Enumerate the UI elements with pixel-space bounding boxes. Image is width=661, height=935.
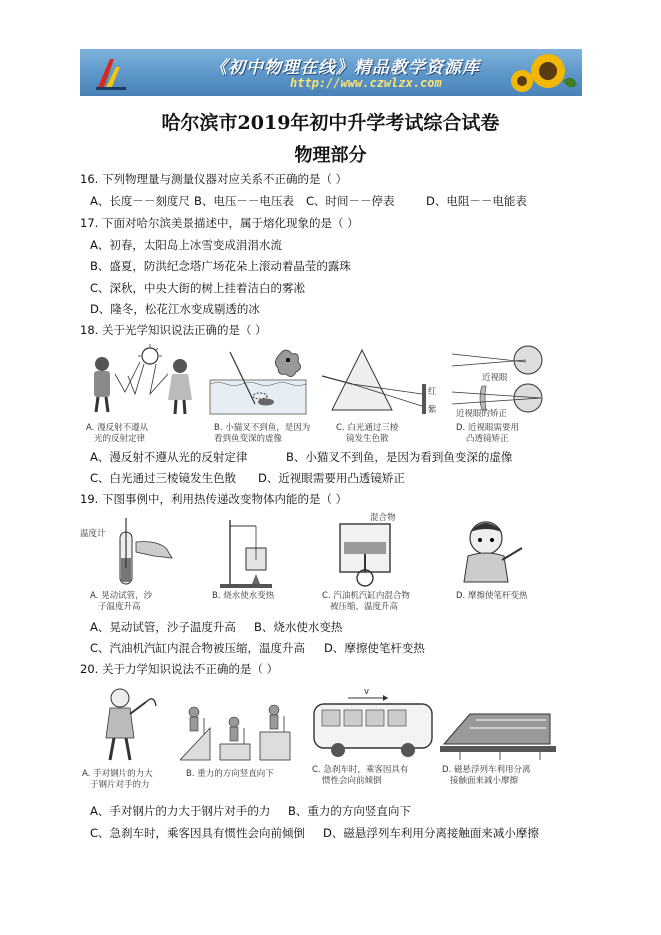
q20-option-b: B、重力的方向竖直向下 — [288, 804, 411, 818]
q19-stem: 19. 下图事例中，利用热传递改变物体内能的是（ ） — [80, 492, 348, 506]
q19-figure-c-label-mixture: 混合物 — [370, 513, 396, 523]
q18-figure-a-caption-1: A. 漫反射不遵从 — [86, 423, 149, 433]
q19-figure-c-caption-1: C. 汽油机汽缸内混合物 — [322, 591, 410, 601]
q20-figure-c-caption-1: C. 急刹车时，乘客因具有 — [312, 765, 409, 775]
q17-stem: 17. 下面对哈尔滨美景描述中，属于熔化现象的是（ ） — [80, 216, 359, 230]
q19-figure-c-caption-2: 被压缩，温度升高 — [330, 602, 399, 612]
q19-option-c: C、汽油机汽缸内混合物被压缩，温度升高 — [90, 641, 306, 655]
q18-figure-b — [200, 344, 320, 444]
q19-figure-d-caption-1: D. 摩擦使笔杆变热 — [456, 591, 528, 601]
q18-option-b: B、小猫叉不到鱼，是因为看到鱼变深的虚像 — [286, 450, 513, 464]
q18-figure-c — [322, 344, 442, 444]
banner-title: 《初中物理在线》精品教学资源库 — [210, 58, 480, 78]
q18-option-a: A、漫反射不遵从光的反射定律 — [90, 450, 248, 464]
q18-figure-c-caption-2: 镜发生色散 — [346, 434, 389, 444]
q18-figure-c-label-red: 红 — [428, 387, 437, 397]
header-banner — [80, 49, 582, 96]
banner-url[interactable]: http://www.czwlzx.com — [290, 76, 442, 90]
q20-option-a: A、手对钢片的力大于钢片对手的力 — [90, 804, 271, 818]
q20-figure-b-caption-1: B. 重力的方向竖直向下 — [186, 769, 274, 779]
q16-stem: 16. 下列物理量与测量仪器对应关系不正确的是（ ） — [80, 172, 348, 186]
q17-option-a: A、初春，太阳岛上冰雪变成涓涓水流 — [90, 238, 282, 252]
q17-option-c: C、深秋，中央大街的树上挂着洁白的雾凇 — [90, 281, 306, 295]
q18-figure-d-caption-1: D. 近视眼需要用 — [456, 423, 519, 433]
q18-figure-b-caption-2: 看到鱼变深的虚像 — [214, 434, 283, 444]
q18-figure-d-caption-2: 凸透镜矫正 — [466, 434, 509, 444]
q20-figure-a-caption-2: 于钢片对手的力 — [90, 780, 150, 790]
q20-stem: 20. 关于力学知识说法不正确的是（ ） — [80, 662, 279, 676]
q18-figure-d-label-myopia: 近视眼 — [482, 373, 508, 383]
q19-figure-c — [310, 512, 440, 612]
q19-figure-b-caption-1: B. 烧水使水变热 — [212, 591, 275, 601]
q18-option-c: C、白光通过三棱镜发生色散 — [90, 471, 237, 485]
q19-figure-d — [442, 512, 562, 612]
section-title: 物理部分 — [294, 145, 367, 166]
q17-option-b: B、盛夏，防洪纪念塔广场花朵上滚动着晶莹的露珠 — [90, 259, 351, 273]
q19-figure-a-caption-2: 子温度升高 — [98, 602, 141, 612]
q20-option-c: C、急刹车时，乘客因具有惯性会向前倾倒 — [90, 826, 306, 840]
q16-option-a: A、长度－－刻度尺 — [90, 194, 190, 208]
q19-option-b: B、烧水使水变热 — [254, 620, 343, 634]
q18-figure-a-caption-2: 光的反射定律 — [94, 434, 146, 444]
q18-figure-c-label-violet: 紫 — [428, 405, 437, 415]
q20-figure-d-caption-2: 接触面来减小摩擦 — [450, 776, 519, 786]
q20-figure-c-caption-2: 惯性会向前倾倒 — [322, 776, 382, 786]
q19-option-d: D、摩擦使笔杆变热 — [324, 641, 425, 655]
page-title: 哈尔滨市2019年初中升学考试综合试卷 — [161, 112, 500, 134]
q16-option-c: C、时间－－停表 — [306, 194, 395, 208]
q18-option-d: D、近视眼需要用凸透镜矫正 — [258, 471, 405, 485]
q20-figure-c — [308, 684, 438, 794]
q18-figure-c-caption-1: C. 白光通过三棱 — [336, 423, 399, 433]
q18-stem: 18. 关于光学知识说法正确的是（ ） — [80, 323, 267, 337]
q20-figure-d — [440, 684, 560, 794]
q20-figure-a — [80, 684, 180, 794]
q16-option-b: B、电压－－电压表 — [194, 194, 294, 208]
q18-figure-b-caption-1: B. 小猫叉不到鱼，是因为 — [214, 423, 311, 433]
q19-figure-a-caption-1: A. 晃动试管，沙 — [90, 591, 153, 601]
q20-figure-b — [180, 684, 300, 794]
q19-figure-a-label-thermometer: 温度计 — [80, 529, 106, 539]
q16-option-d: D、电阻－－电能表 — [426, 194, 527, 208]
q20-figure-d-caption-1: D. 磁悬浮列车利用分离 — [442, 765, 531, 775]
q19-figure-a — [80, 512, 200, 612]
q19-option-a: A、晃动试管，沙子温度升高 — [90, 620, 236, 634]
logo-icon — [92, 53, 132, 93]
q17-option-d: D、隆冬，松花江水变成剔透的冰 — [90, 302, 260, 316]
sunflower-icon — [508, 51, 578, 95]
q18-figure-a — [80, 344, 200, 444]
q20-figure-c-label-v: v — [364, 687, 370, 697]
q19-figure-b — [200, 512, 320, 612]
q20-figure-a-caption-1: A. 手对钢片的力大 — [82, 769, 153, 779]
q18-figure-d-label-correction: 近视眼的矫正 — [456, 409, 508, 419]
q18-figure-d — [442, 344, 562, 444]
q20-option-d: D、磁悬浮列车利用分离接触面来减小摩擦 — [323, 826, 539, 840]
